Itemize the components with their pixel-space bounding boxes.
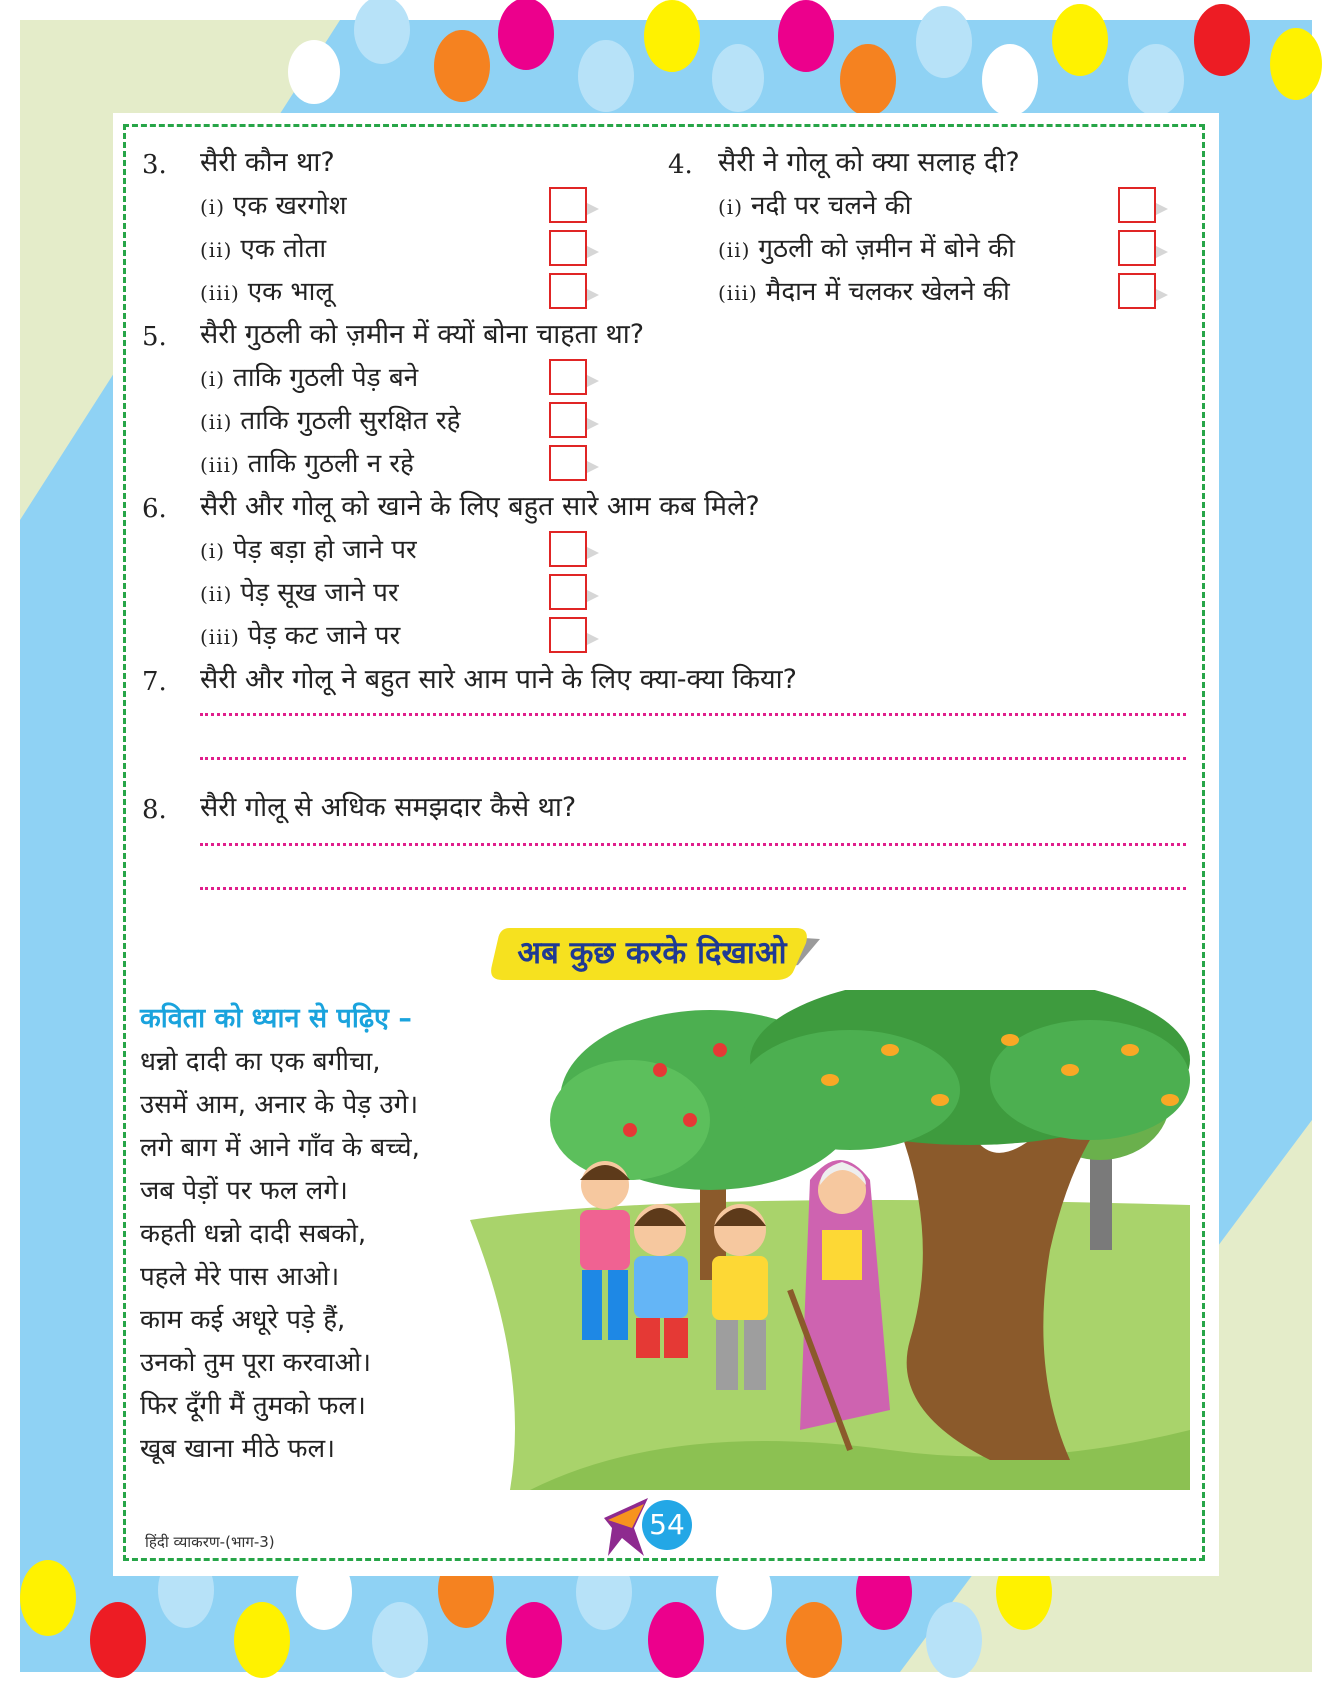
option-text: एक खरगोश	[233, 191, 347, 221]
option-row	[200, 232, 326, 267]
option-roman: (ii)	[200, 238, 233, 262]
poem-line: धन्नो दादी का एक बगीचा,	[140, 1047, 381, 1077]
question-number: 6.	[142, 494, 167, 524]
option-roman: (i)	[200, 539, 226, 563]
question-text: सैरी गुठली को ज़मीन में क्यों बोना चाहता था?	[200, 319, 645, 350]
option-text: पेड़ कट जाने पर	[247, 621, 401, 651]
answer-checkbox[interactable]	[549, 445, 587, 481]
answer-checkbox[interactable]	[1118, 187, 1156, 223]
option-roman: (i)	[200, 195, 226, 219]
option-roman: (iii)	[718, 281, 758, 305]
option-roman: (iii)	[200, 625, 240, 649]
option-roman: (ii)	[718, 238, 751, 262]
book-title: हिंदी व्याकरण-(भाग-3)	[145, 1533, 275, 1551]
option-roman: (iii)	[200, 453, 240, 477]
option-row	[200, 404, 460, 439]
poem-line: लगे बाग में आने गाँव के बच्चे,	[140, 1133, 420, 1163]
poem-line: काम कई अधूरे पड़े हैं,	[140, 1305, 346, 1335]
option-roman: (ii)	[200, 582, 233, 606]
option-row	[718, 275, 1010, 310]
option-row	[200, 447, 414, 482]
poem-line: पहले मेरे पास आओ।	[140, 1262, 340, 1292]
answer-checkbox[interactable]	[549, 187, 587, 223]
answer-line[interactable]	[200, 713, 1186, 716]
option-row	[200, 533, 417, 568]
option-row	[718, 232, 1015, 267]
option-text: एक भालू	[247, 277, 334, 307]
answer-checkbox[interactable]	[549, 273, 587, 309]
question-number: 7.	[142, 667, 167, 697]
answer-line[interactable]	[200, 757, 1186, 760]
question-number: 4.	[668, 150, 693, 180]
option-row	[200, 576, 399, 611]
question-text: सैरी और गोलू को खाने के लिए बहुत सारे आम कब मिले?	[200, 491, 760, 522]
poem-line: खूब खाना मीठे फल।	[140, 1434, 335, 1464]
answer-line[interactable]	[200, 887, 1186, 890]
answer-checkbox[interactable]	[1118, 273, 1156, 309]
option-text: एक तोता	[240, 234, 327, 264]
option-row	[200, 189, 347, 224]
answer-checkbox[interactable]	[549, 402, 587, 438]
question-number: 5.	[142, 322, 167, 352]
option-row	[200, 361, 418, 396]
activity-banner-text: अब कुछ करके दिखाओ	[517, 935, 787, 971]
poem-line: उनको तुम पूरा करवाओ।	[140, 1348, 371, 1378]
answer-checkbox[interactable]	[549, 574, 587, 610]
question-text: सैरी और गोलू ने बहुत सारे आम पाने के लिए क्या-क्या किया?	[200, 664, 797, 695]
option-text: ताकि गुठली न रहे	[247, 449, 414, 479]
option-text: ताकि गुठली सुरक्षित रहे	[240, 406, 461, 436]
question-number: 3.	[142, 150, 167, 180]
option-row	[200, 619, 400, 654]
option-text: गुठली को ज़मीन में बोने की	[758, 234, 1015, 264]
answer-checkbox[interactable]	[1118, 230, 1156, 266]
answer-checkbox[interactable]	[549, 531, 587, 567]
option-roman: (ii)	[200, 410, 233, 434]
poem-title: कविता को ध्यान से पढ़िए –	[140, 1003, 412, 1034]
question-text: सैरी कौन था?	[200, 147, 335, 178]
answer-checkbox[interactable]	[549, 230, 587, 266]
option-text: नदी पर चलने की	[751, 191, 912, 221]
page-number: 54	[642, 1500, 692, 1550]
question-text: सैरी गोलू से अधिक समझदार कैसे था?	[200, 792, 577, 823]
answer-checkbox[interactable]	[549, 359, 587, 395]
option-text: पेड़ सूख जाने पर	[240, 578, 399, 608]
poem-line: फिर दूँगी मैं तुमको फल।	[140, 1391, 366, 1421]
option-row	[200, 275, 333, 310]
answer-checkbox[interactable]	[549, 617, 587, 653]
question-text: सैरी ने गोलू को क्या सलाह दी?	[718, 147, 1020, 178]
option-text: पेड़ बड़ा हो जाने पर	[233, 535, 417, 565]
option-roman: (iii)	[200, 281, 240, 305]
poem-line: कहती धन्नो दादी सबको,	[140, 1219, 367, 1249]
option-roman: (i)	[200, 367, 226, 391]
option-text: मैदान में चलकर खेलने की	[765, 277, 1010, 307]
answer-line[interactable]	[200, 843, 1186, 846]
option-text: ताकि गुठली पेड़ बने	[233, 363, 419, 393]
option-row	[718, 189, 911, 224]
poem-line: जब पेड़ों पर फल लगे।	[140, 1176, 348, 1206]
garden-illustration	[470, 990, 1190, 1490]
option-roman: (i)	[718, 195, 744, 219]
poem-line: उसमें आम, अनार के पेड़ उगे।	[140, 1090, 419, 1120]
question-number: 8.	[142, 795, 167, 825]
